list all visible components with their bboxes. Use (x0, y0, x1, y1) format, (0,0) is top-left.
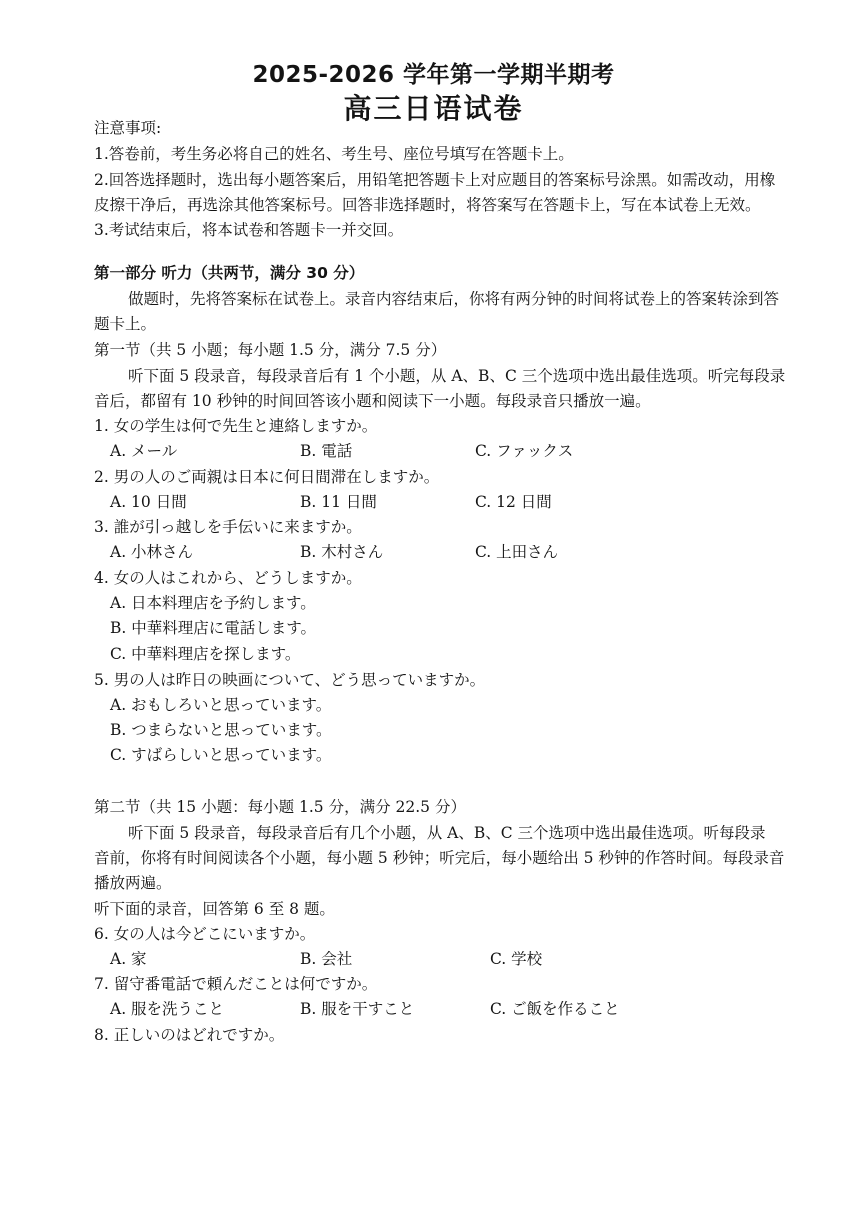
question-6-stem: 6. 女の人は今どこにいますか。 (94, 925, 316, 943)
question-5-stem: 5. 男の人は昨日の映画について、どう思っていますか。 (94, 671, 486, 689)
notice-heading: 注意事项: (94, 119, 162, 137)
section2-heading: 第二节（共 15 小题：每小题 1.5 分，满分 22.5 分） (94, 798, 466, 816)
section2-desc-a: 听下面 5 段录音，每段录音后有几个小题，从 A、B、C 三个选项中选出最佳选项。听每段录 (128, 824, 766, 842)
part1-heading: 第一部分 听力（共两节，满分 30 分） (94, 264, 365, 282)
question-1-stem: 1. 女の学生は何で先生と連絡しますか。 (94, 417, 378, 435)
notice-line-3: 3.考试结束后，将本试卷和答题卡一并交回。 (94, 221, 404, 239)
question-2-stem: 2. 男の人のご両親は日本に何日間滞在しますか。 (94, 468, 440, 486)
section2-instruction: 听下面的录音，回答第 6 至 8 题。 (94, 900, 335, 918)
question-2-option-c: C. 12 日間 (475, 493, 552, 511)
exam-title: 2025-2026 学年第一学期半期考 (252, 62, 615, 88)
question-1-option-b: B. 電話 (300, 442, 353, 460)
question-4-option-b: B. 中華料理店に電話します。 (110, 619, 317, 637)
question-2-option-b: B. 11 日間 (300, 493, 377, 511)
section1-desc-a: 听下面 5 段录音，每段录音后有 1 个小题，从 A、B、C 三个选项中选出最佳选项。听完每段录 (128, 367, 786, 385)
question-6-option-a: A. 家 (110, 950, 147, 968)
section1-heading: 第一节（共 5 小题；每小题 1.5 分，满分 7.5 分） (94, 341, 447, 359)
question-6-option-b: B. 会社 (300, 950, 353, 968)
section2-desc-c: 播放两遍。 (94, 874, 172, 892)
question-5-option-b: B. つまらないと思っています。 (110, 721, 332, 739)
question-5-option-a: A. おもしろいと思っています。 (110, 696, 332, 714)
question-5-option-c: C. すばらしいと思っています。 (110, 746, 332, 764)
question-4-stem: 4. 女の人はこれから、どうしますか。 (94, 569, 362, 587)
question-3-option-a: A. 小林さん (110, 543, 194, 561)
part1-desc-b: 题卡上。 (94, 315, 157, 333)
section1-desc-b: 音后，都留有 10 秒钟的时间回答该小题和阅读下一小题。每段录音只播放一遍。 (94, 392, 651, 410)
section2-desc-b: 音前，你将有时间阅读各个小题，每小题 5 秒钟；听完后，每小题给出 5 秒钟的作答时间。每段录音 (94, 849, 785, 867)
question-4-option-a: A. 日本料理店を予約します。 (110, 594, 316, 612)
question-2-option-a: A. 10 日間 (110, 493, 187, 511)
question-7-stem: 7. 留守番電話で頼んだことは何ですか。 (94, 975, 378, 993)
question-3-stem: 3. 誰が引っ越しを手伝いに来ますか。 (94, 518, 362, 536)
notice-line-1: 1.答卷前，考生务必将自己的姓名、考生号、座位号填写在答题卡上。 (94, 145, 574, 163)
question-3-option-b: B. 木村さん (300, 543, 384, 561)
question-6-option-c: C. 学校 (490, 950, 543, 968)
notice-line-2b: 皮擦干净后，再选涂其他答案标号。回答非选择题时，将答案写在答题卡上，写在本试卷上无效。 (94, 196, 761, 214)
part1-desc-a: 做题时，先将答案标在试卷上。录音内容结束后，你将有两分钟的时间将试卷上的答案转涂到答 (128, 290, 780, 308)
question-7-option-b: B. 服を干すこと (300, 1000, 415, 1018)
question-3-option-c: C. 上田さん (475, 543, 559, 561)
question-7-option-c: C. ご飯を作ること (490, 1000, 620, 1018)
question-4-option-c: C. 中華料理店を探します。 (110, 645, 301, 663)
question-1-option-a: A. メール (110, 442, 178, 460)
question-1-option-c: C. ファックス (475, 442, 574, 460)
question-8-stem: 8. 正しいのはどれですか。 (94, 1026, 285, 1044)
question-7-option-a: A. 服を洗うこと (110, 1000, 225, 1018)
exam-subtitle: 高三日语试卷 (343, 92, 524, 125)
notice-line-2a: 2.回答选择题时，选出每小题答案后，用铅笔把答题卡上对应题目的答案标号涂黑。如需改动，用橡 (94, 171, 776, 189)
